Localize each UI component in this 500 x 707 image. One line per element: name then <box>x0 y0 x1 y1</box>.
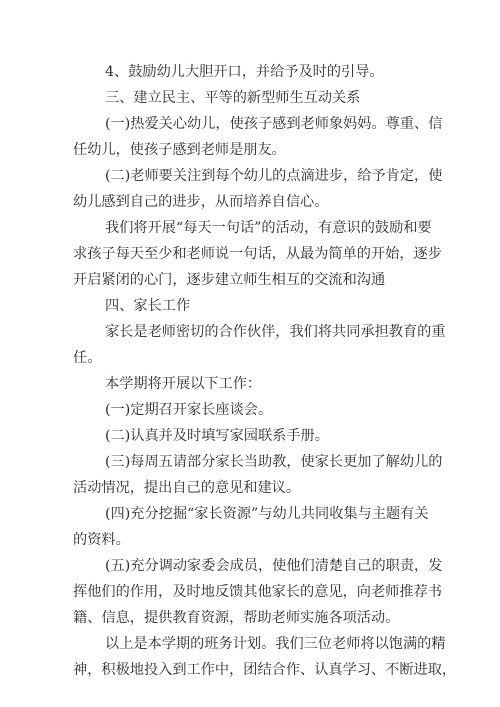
text-line: 以上是本学期的班务计划。我们三位老师将以饱满的精 <box>105 636 446 652</box>
text-line: 开启紧闭的心门，逐步建立师生相互的交流和沟通 <box>73 272 386 288</box>
text-line: 任幼儿，使孩子感到老师是朋友。 <box>73 142 286 158</box>
text-line: (五)充分调动家委会成员，使他们清楚自己的职责，发 <box>105 558 443 574</box>
text-line: (二)认真并及时填写家园联系手册。 <box>105 428 329 444</box>
text-line: (二)老师要关注到每个幼儿的点滴进步，给予肯定，使 <box>105 168 443 184</box>
text-line: 任。 <box>73 350 102 366</box>
text-line: (三)每周五请部分家长当助教，使家长更加了解幼儿的 <box>105 454 443 470</box>
text-line: (一)热爱关心幼儿，使孩子感到老师象妈妈。尊重、信 <box>105 116 443 132</box>
text-line: 求孩子每天至少和老师说一句话，从最为简单的开始，逐步 <box>73 246 442 262</box>
text-line: 的资料。 <box>73 532 130 548</box>
text-line: (一)定期召开家长座谈会。 <box>105 402 273 418</box>
text-line: 4、鼓励幼儿大胆开口，并给予及时的引导。 <box>105 64 384 80</box>
text-line: 挥他们的作用，及时地反馈其他家长的意见，向老师推荐书 <box>73 584 442 600</box>
section-heading: 三、建立民主、平等的新型师生互动关系 <box>105 90 361 106</box>
section-heading: 四、家长工作 <box>105 298 191 314</box>
text-line: 家长是老师密切的合作伙伴，我们将共同承担教育的重 <box>105 324 446 340</box>
text-line: 幼儿感到自己的进步，从而培养自信心。 <box>73 194 329 210</box>
text-line: 我们将开展“每天一句话”的活动，有意识的鼓励和要 <box>105 220 432 236</box>
text-line: (四)充分挖掘“家长资源”与幼儿共同收集与主题有关 <box>105 506 429 522</box>
text-line: 神，积极地投入到工作中，团结合作、认真学习、不断进取， <box>73 662 457 678</box>
text-line: 活动情况，提出自己的意见和建议。 <box>73 480 301 496</box>
text-line: 籍、信息，提供教育资源，帮助老师实施各项活动。 <box>73 610 400 626</box>
text-line: 本学期将开展以下工作： <box>105 376 262 392</box>
